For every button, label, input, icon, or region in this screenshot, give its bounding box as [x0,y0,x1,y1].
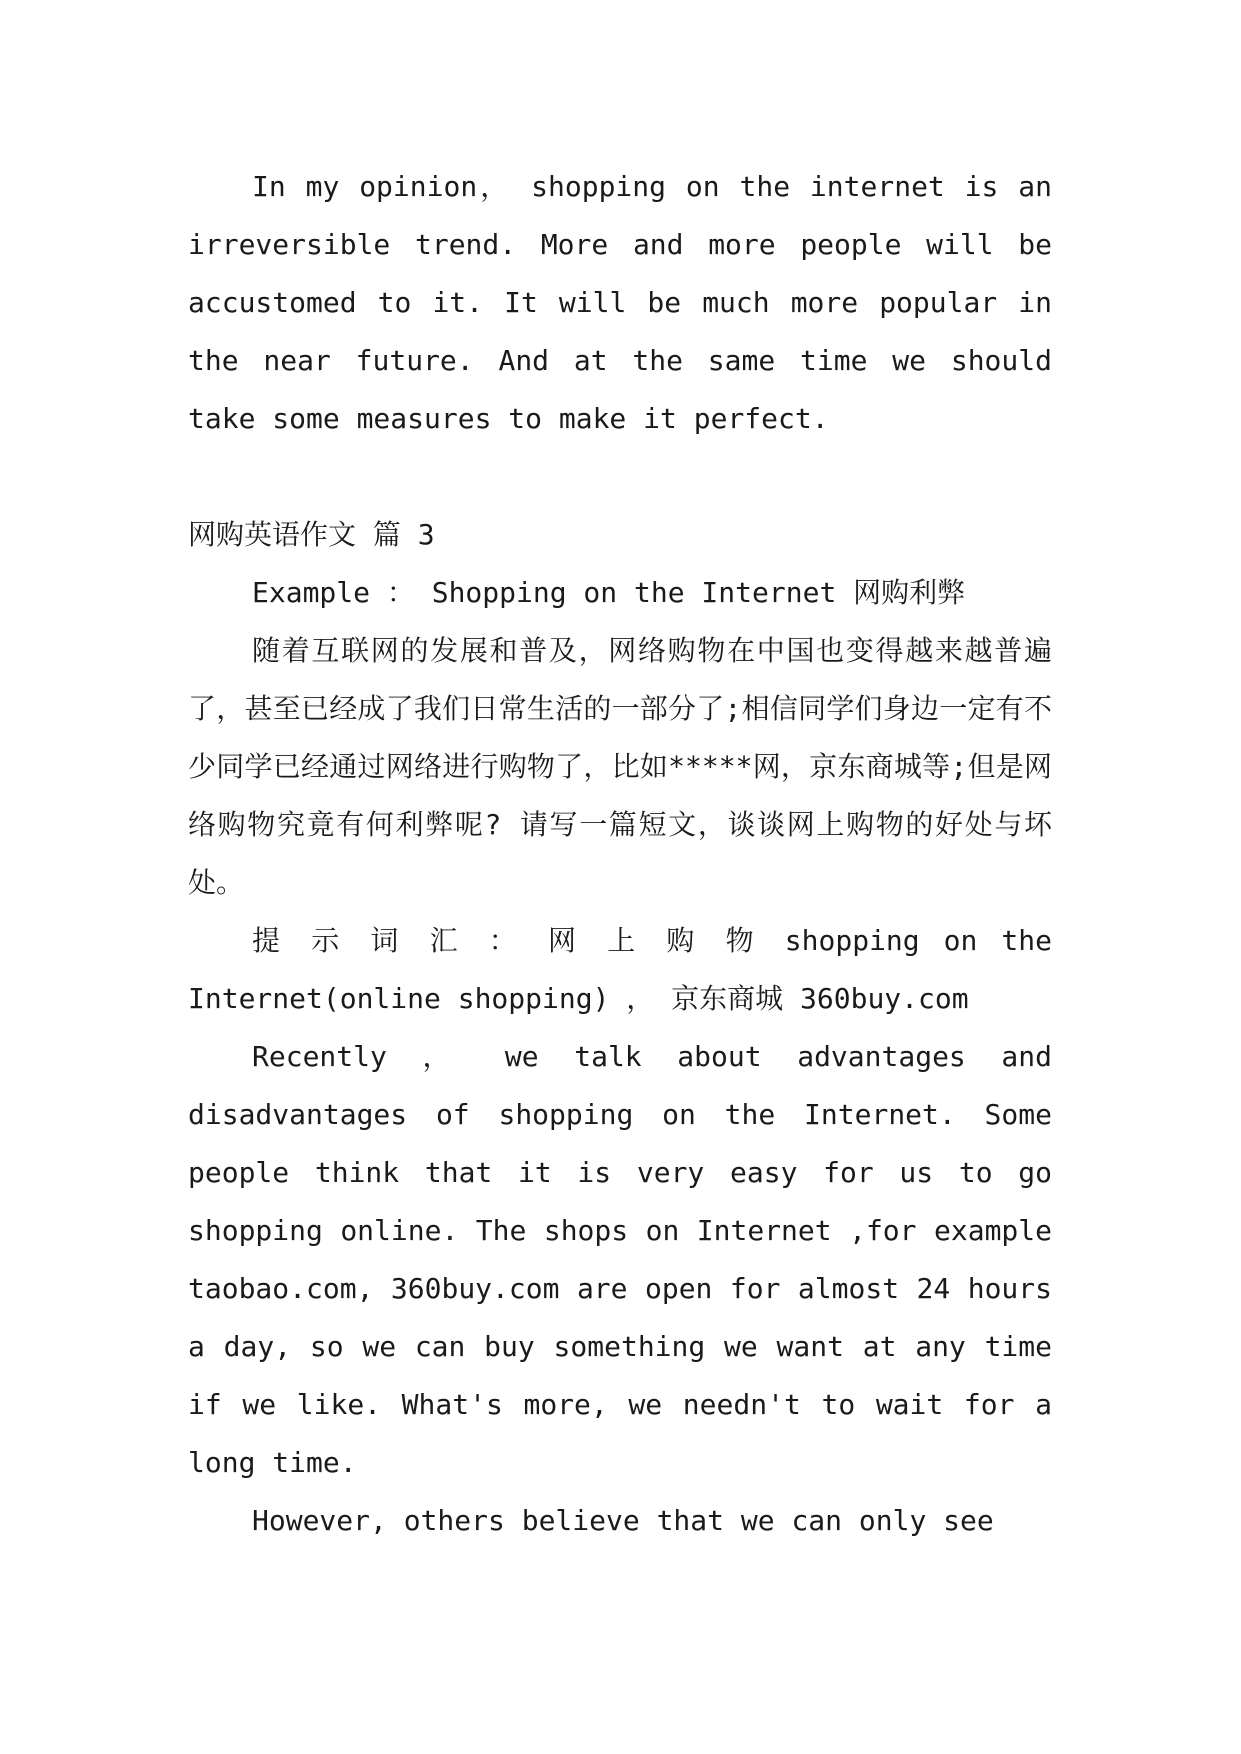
writing-prompt: 随着互联网的发展和普及，网络购物在中国也变得越来越普遍了，甚至已经成了我们日常生活的一部分了;相信同学们身边一定有不少同学已经通过网络进行购物了，比如*****网，京东商城等;但是网络购物究竟有何利弊呢? 请写一篇短文，谈谈网上购物的好处与坏处。 [188,634,1052,899]
example-title: Example ： Shopping on the Internet 网购利弊 [252,576,966,609]
document-page [188,158,1052,1550]
section-heading: 网购英语作文 篇 3 [188,518,435,551]
paragraph-however: However, others believe that we can only see [252,1504,994,1537]
paragraph-recently: Recently ， we talk about advantages and disadvantages of shopping on the Internet. Some people think that it is very easy for us to go shopping online. The shops on Internet ,for example taobao.com, 360buy.com are open for almost 24 hours a day, so we can buy something we want at any time if we like. What's more, we needn't to wait for a long time. [188,1040,1052,1479]
vocabulary-hints: 提 示 词 汇 ： 网 上 购 物 shopping on the Internet(online shopping) ， 京东商城 360buy.com [188,924,1052,1015]
paragraph-opinion: In my opinion， shopping on the internet is an irreversible trend. More and more people will be accustomed to it. It will be much more popular in the near future. And at the same time we should take some measures to make it perfect. [188,170,1052,435]
